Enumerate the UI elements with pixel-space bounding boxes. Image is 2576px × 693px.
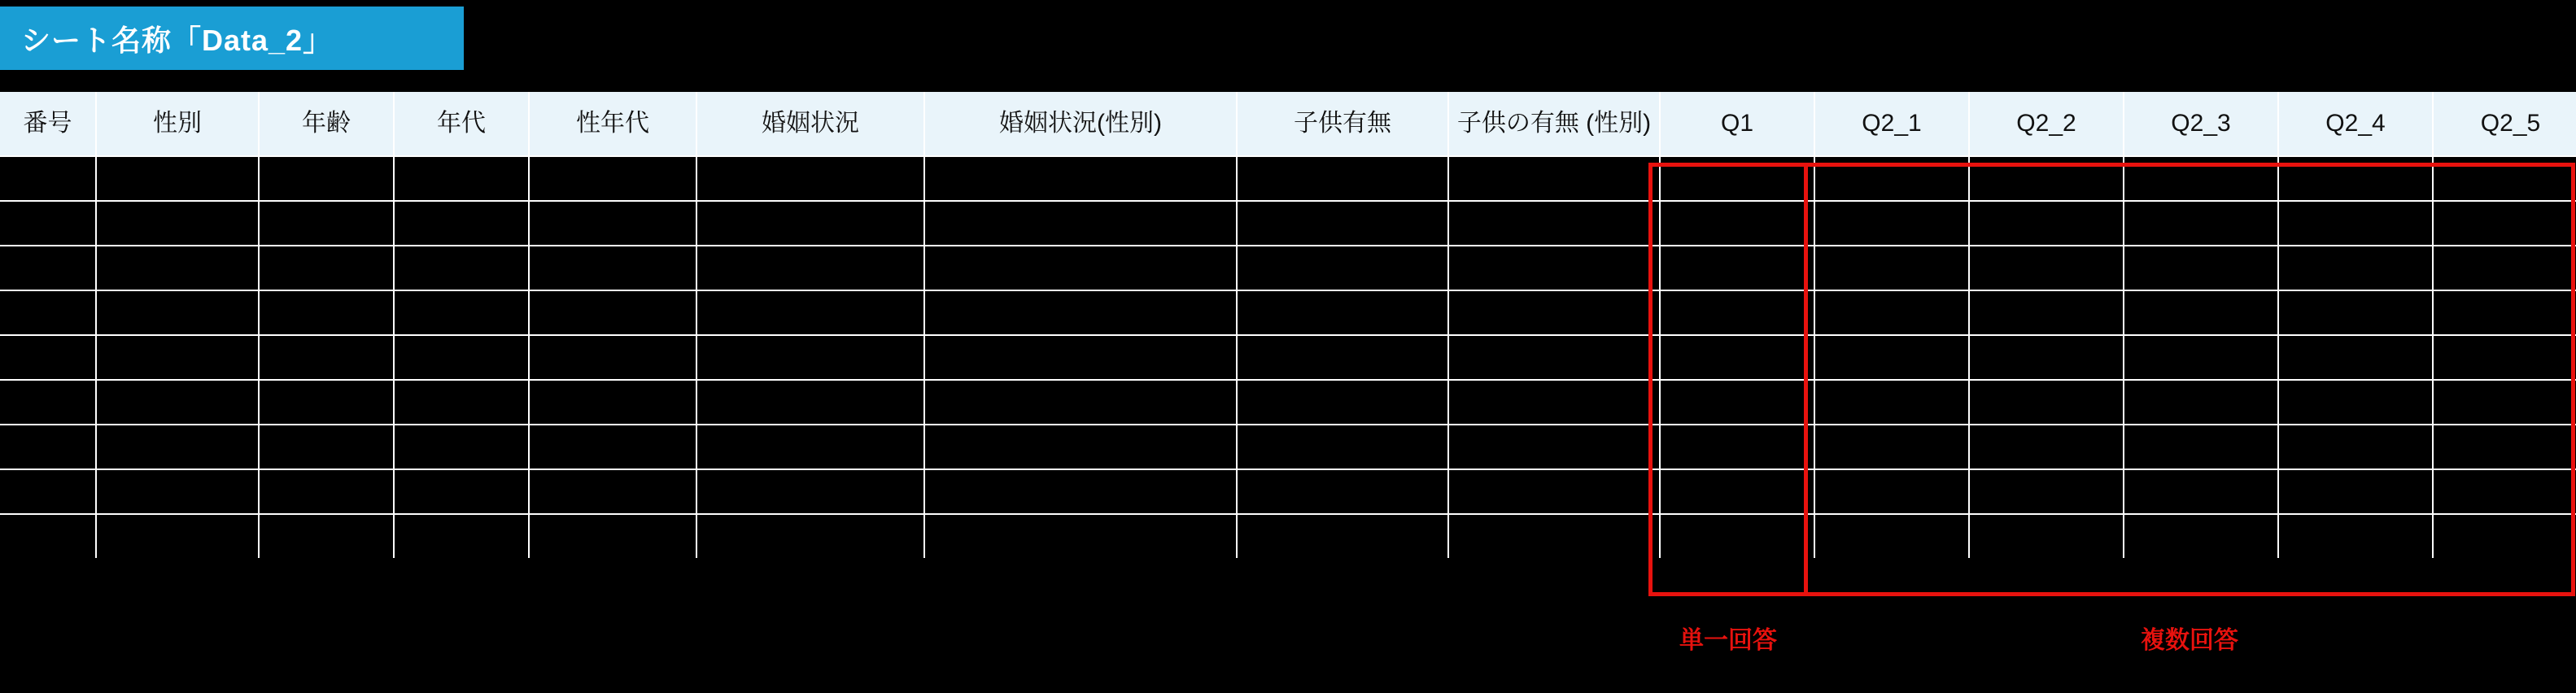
- column-header: Q2_3: [2124, 92, 2278, 156]
- sheet-name-badge: [0, 7, 464, 70]
- table-cell[interactable]: [529, 156, 696, 201]
- table-cell[interactable]: [529, 469, 696, 514]
- table-cell[interactable]: [1448, 380, 1660, 425]
- table-cell[interactable]: [1660, 290, 1814, 335]
- table-cell[interactable]: [1969, 246, 2124, 290]
- table-cell[interactable]: [259, 290, 394, 335]
- table-cell[interactable]: [696, 425, 924, 469]
- column-header: Q1: [1660, 92, 1814, 156]
- table-cell[interactable]: [2433, 380, 2576, 425]
- table-cell[interactable]: [2433, 514, 2576, 558]
- table-cell[interactable]: [1448, 201, 1660, 246]
- table-cell[interactable]: [394, 335, 529, 380]
- table-cell[interactable]: [394, 290, 529, 335]
- column-header: 年代: [394, 92, 529, 156]
- table-cell[interactable]: [2124, 156, 2278, 201]
- table-cell[interactable]: [924, 246, 1237, 290]
- table-row: [0, 290, 2576, 335]
- table-cell[interactable]: [2278, 156, 2433, 201]
- table-cell[interactable]: [529, 201, 696, 246]
- sheet-name-label: シート名称「Data_2」: [21, 23, 334, 57]
- table-cell[interactable]: [394, 201, 529, 246]
- table-cell[interactable]: [0, 201, 96, 246]
- table-cell[interactable]: [1969, 514, 2124, 558]
- table-cell[interactable]: [1660, 469, 1814, 514]
- table-row: [0, 514, 2576, 558]
- table-cell[interactable]: [1237, 290, 1448, 335]
- table-cell[interactable]: [529, 425, 696, 469]
- table-cell[interactable]: [1237, 425, 1448, 469]
- column-header: Q2_1: [1814, 92, 1969, 156]
- column-header: 子供有無: [1237, 92, 1448, 156]
- table-cell[interactable]: [2124, 246, 2278, 290]
- table-cell[interactable]: [2124, 469, 2278, 514]
- table-cell[interactable]: [924, 469, 1237, 514]
- table-cell[interactable]: [924, 335, 1237, 380]
- table-cell[interactable]: [529, 335, 696, 380]
- table-cell[interactable]: [529, 290, 696, 335]
- table-cell[interactable]: [696, 380, 924, 425]
- table-cell[interactable]: [1814, 156, 1969, 201]
- table-cell[interactable]: [924, 380, 1237, 425]
- table-body: [0, 156, 2576, 558]
- table-cell[interactable]: [529, 246, 696, 290]
- table-cell[interactable]: [1969, 469, 2124, 514]
- table-cell[interactable]: [259, 201, 394, 246]
- table-cell[interactable]: [2278, 335, 2433, 380]
- table-cell[interactable]: [0, 469, 96, 514]
- table-cell[interactable]: [1814, 380, 1969, 425]
- table-cell[interactable]: [96, 246, 259, 290]
- table-cell[interactable]: [2278, 425, 2433, 469]
- table-cell[interactable]: [96, 380, 259, 425]
- table-cell[interactable]: [2278, 469, 2433, 514]
- table-cell[interactable]: [924, 201, 1237, 246]
- table-cell[interactable]: [2278, 290, 2433, 335]
- table-cell[interactable]: [1814, 425, 1969, 469]
- column-header: 婚姻状況: [696, 92, 924, 156]
- table-cell[interactable]: [2278, 201, 2433, 246]
- table-cell[interactable]: [2433, 156, 2576, 201]
- column-header: 年齢: [259, 92, 394, 156]
- table-cell[interactable]: [2433, 335, 2576, 380]
- table-cell[interactable]: [259, 335, 394, 380]
- table-cell[interactable]: [2433, 469, 2576, 514]
- table-cell[interactable]: [1969, 380, 2124, 425]
- table-cell[interactable]: [1814, 469, 1969, 514]
- table-cell[interactable]: [1448, 514, 1660, 558]
- table-cell[interactable]: [924, 156, 1237, 201]
- table-cell[interactable]: [1814, 290, 1969, 335]
- table-row: [0, 156, 2576, 201]
- table-row: [0, 380, 2576, 425]
- table-cell[interactable]: [1969, 425, 2124, 469]
- table-cell[interactable]: [1237, 335, 1448, 380]
- table-cell[interactable]: [1448, 469, 1660, 514]
- table-cell[interactable]: [259, 380, 394, 425]
- table-cell[interactable]: [2124, 335, 2278, 380]
- table-row: [0, 469, 2576, 514]
- table-cell[interactable]: [96, 335, 259, 380]
- table-cell[interactable]: [394, 469, 529, 514]
- table-cell[interactable]: [1969, 201, 2124, 246]
- table-row: [0, 335, 2576, 380]
- table-cell[interactable]: [1237, 201, 1448, 246]
- table-cell[interactable]: [1237, 469, 1448, 514]
- single-answer-label: 単一回答: [1679, 627, 1777, 654]
- table-cell[interactable]: [696, 290, 924, 335]
- table-cell[interactable]: [1660, 425, 1814, 469]
- table-cell[interactable]: [259, 514, 394, 558]
- multiple-answer-label: 複数回答: [2141, 627, 2238, 654]
- table-cell[interactable]: [394, 425, 529, 469]
- column-header: 子供の有無 (性別): [1448, 92, 1660, 156]
- table-cell[interactable]: [1448, 425, 1660, 469]
- table-cell[interactable]: [2124, 201, 2278, 246]
- table-cell[interactable]: [259, 469, 394, 514]
- data-table-container: [0, 92, 2576, 558]
- table-cell[interactable]: [96, 514, 259, 558]
- table-cell[interactable]: [924, 290, 1237, 335]
- table-cell[interactable]: [1660, 380, 1814, 425]
- column-header: Q2_2: [1969, 92, 2124, 156]
- table-cell[interactable]: [0, 246, 96, 290]
- column-header: 婚姻状況(性別): [924, 92, 1237, 156]
- column-header: 性年代: [529, 92, 696, 156]
- table-cell[interactable]: [96, 425, 259, 469]
- table-cell[interactable]: [394, 246, 529, 290]
- table-cell[interactable]: [2124, 425, 2278, 469]
- table-cell[interactable]: [1969, 290, 2124, 335]
- table-cell[interactable]: [924, 425, 1237, 469]
- table-cell[interactable]: [1448, 335, 1660, 380]
- table-cell[interactable]: [0, 335, 96, 380]
- table-cell[interactable]: [1814, 201, 1969, 246]
- table-row: [0, 425, 2576, 469]
- column-header: Q2_5: [2433, 92, 2576, 156]
- table-cell[interactable]: [696, 156, 924, 201]
- table-cell[interactable]: [96, 290, 259, 335]
- table-cell[interactable]: [2433, 425, 2576, 469]
- table-cell[interactable]: [96, 156, 259, 201]
- table-cell[interactable]: [1448, 290, 1660, 335]
- table-cell[interactable]: [1448, 246, 1660, 290]
- table-cell[interactable]: [259, 156, 394, 201]
- table-cell[interactable]: [2433, 201, 2576, 246]
- table-cell[interactable]: [259, 246, 394, 290]
- table-cell[interactable]: [2124, 380, 2278, 425]
- table-cell[interactable]: [1237, 246, 1448, 290]
- column-header: 性別: [96, 92, 259, 156]
- table-row: [0, 246, 2576, 290]
- table-cell[interactable]: [696, 514, 924, 558]
- table-cell[interactable]: [394, 380, 529, 425]
- table-cell[interactable]: [2124, 290, 2278, 335]
- table-cell[interactable]: [2124, 514, 2278, 558]
- table-cell[interactable]: [696, 335, 924, 380]
- table-cell[interactable]: [1969, 156, 2124, 201]
- table-cell[interactable]: [394, 156, 529, 201]
- table-cell[interactable]: [696, 469, 924, 514]
- table-cell[interactable]: [96, 201, 259, 246]
- table-cell[interactable]: [1660, 514, 1814, 558]
- table-cell[interactable]: [1969, 335, 2124, 380]
- table-cell[interactable]: [2278, 514, 2433, 558]
- table-cell[interactable]: [2433, 290, 2576, 335]
- table-cell[interactable]: [696, 246, 924, 290]
- table-cell[interactable]: [0, 156, 96, 201]
- table-cell[interactable]: [924, 514, 1237, 558]
- table-cell[interactable]: [259, 425, 394, 469]
- table-cell[interactable]: [0, 290, 96, 335]
- table-cell[interactable]: [529, 380, 696, 425]
- table-cell[interactable]: [1448, 156, 1660, 201]
- table-cell[interactable]: [1237, 156, 1448, 201]
- table-cell[interactable]: [1660, 156, 1814, 201]
- table-cell[interactable]: [1814, 335, 1969, 380]
- table-cell[interactable]: [1660, 335, 1814, 380]
- table-cell[interactable]: [0, 514, 96, 558]
- table-cell[interactable]: [1660, 246, 1814, 290]
- table-cell[interactable]: [696, 201, 924, 246]
- table-cell[interactable]: [2433, 246, 2576, 290]
- column-header: 番号: [0, 92, 96, 156]
- table-cell[interactable]: [0, 380, 96, 425]
- table-row: [0, 201, 2576, 246]
- data-table: [0, 92, 2576, 558]
- table-cell[interactable]: [1660, 201, 1814, 246]
- table-header-row: [0, 92, 2576, 156]
- table-cell[interactable]: [394, 514, 529, 558]
- table-cell[interactable]: [96, 469, 259, 514]
- table-cell[interactable]: [1814, 514, 1969, 558]
- table-cell[interactable]: [2278, 246, 2433, 290]
- table-cell[interactable]: [2278, 380, 2433, 425]
- column-header: Q2_4: [2278, 92, 2433, 156]
- table-cell[interactable]: [0, 425, 96, 469]
- table-cell[interactable]: [1237, 514, 1448, 558]
- table-cell[interactable]: [1814, 246, 1969, 290]
- table-cell[interactable]: [529, 514, 696, 558]
- table-cell[interactable]: [1237, 380, 1448, 425]
